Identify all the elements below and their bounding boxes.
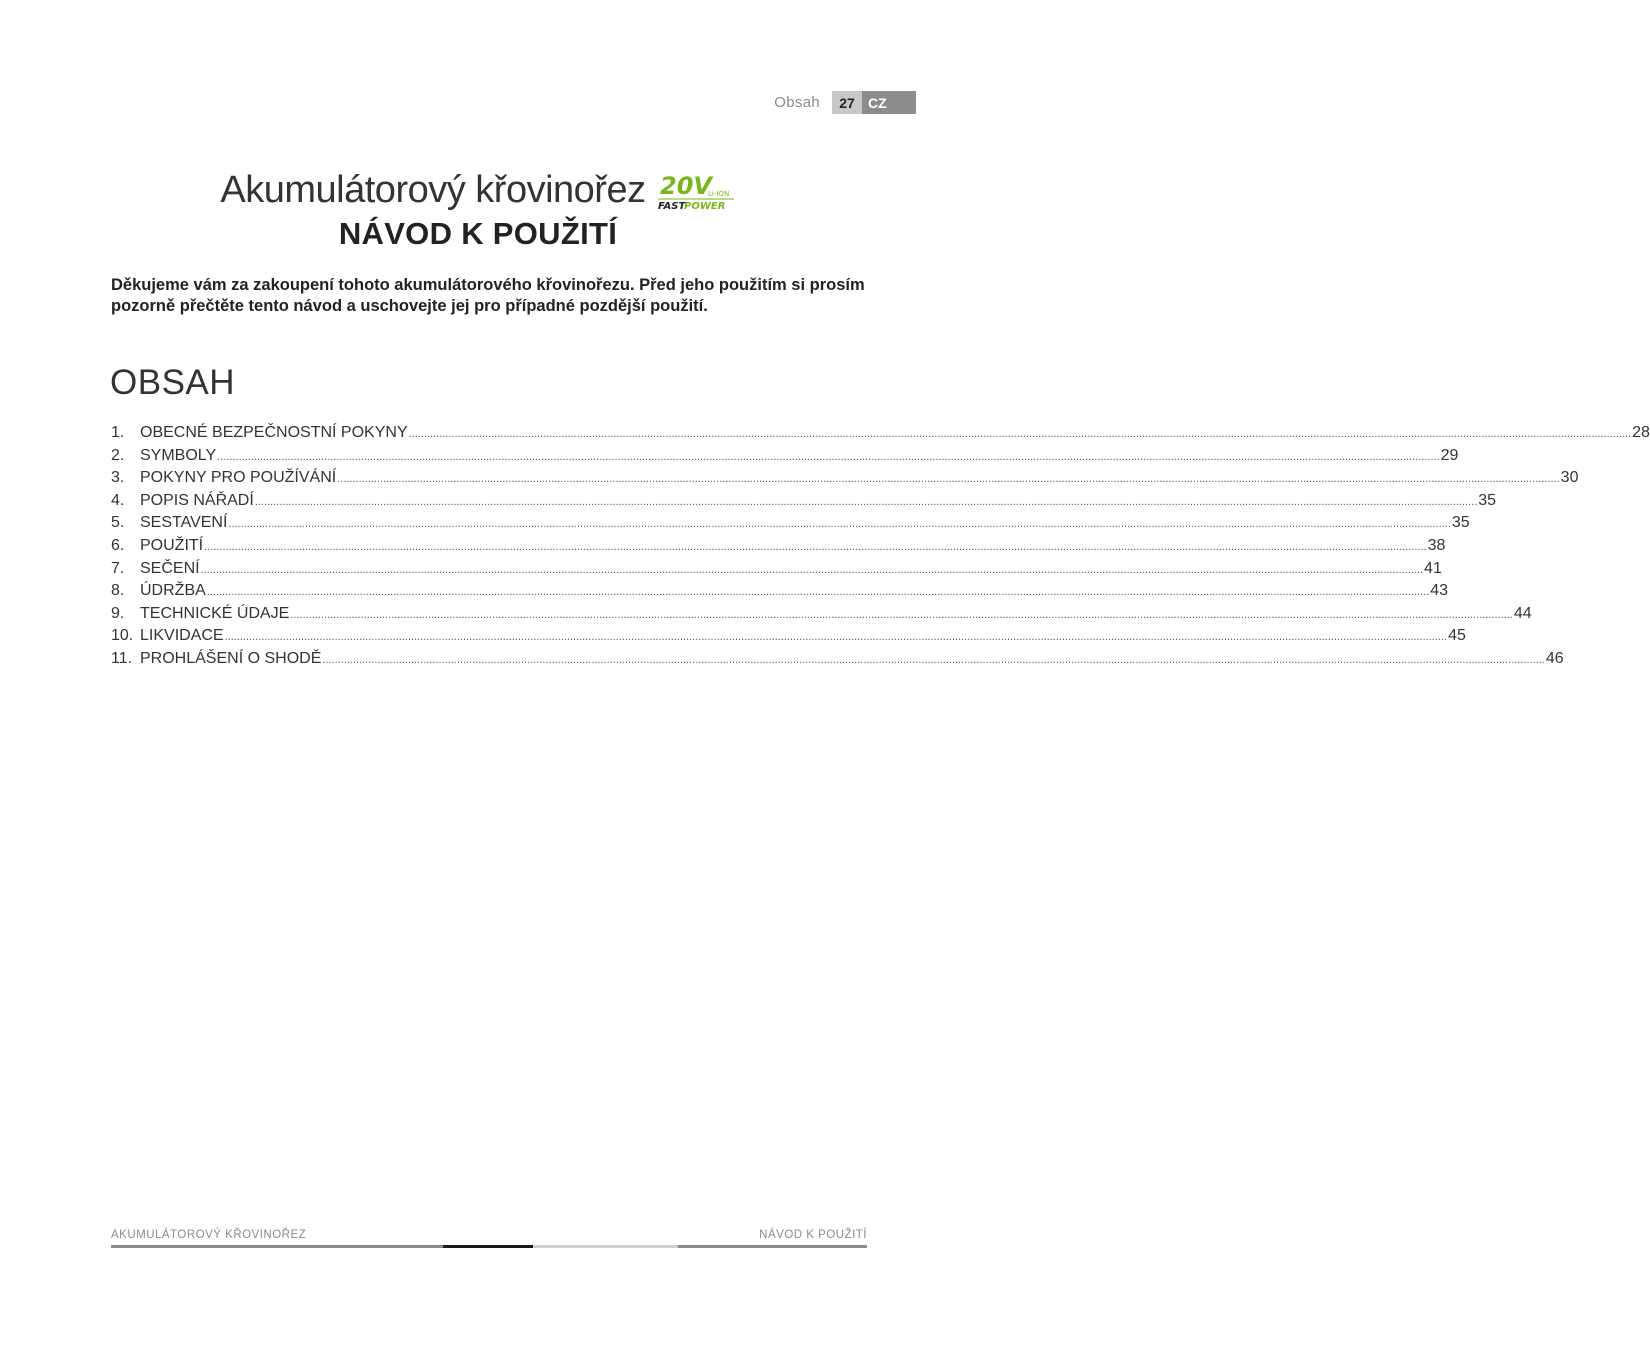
toc-item[interactable] <box>111 514 1470 537</box>
toc-item-number: 2. <box>111 446 125 464</box>
toc-leader-dots: ................................................................................................................................................................................................................................................................................................................................................................................................................ <box>322 653 1545 666</box>
toc-leader-dots: ................................................................................................................................................................................................................................................................................................................................................................................................................ <box>200 563 1424 576</box>
toc-item-title: SEČENÍ <box>140 559 200 577</box>
logo-fast: FAST <box>657 201 685 212</box>
footer-divider-segment <box>678 1245 867 1248</box>
toc-item-title: POUŽITÍ <box>140 536 204 554</box>
toc-item-title: ÚDRŽBA <box>140 582 206 600</box>
title-row <box>0 168 956 212</box>
intro-paragraph: Děkujeme vám za zakoupení tohoto akumulátorového křovinořezu. Před jeho použitím si prosím pozorně přečtěte tento návod a uschovejte jej pro případné pozdější použití. <box>111 276 865 315</box>
toc-item-page: 28 <box>1632 424 1650 441</box>
logo-power: POWER <box>683 201 725 212</box>
toc-item[interactable] <box>111 536 1446 560</box>
footer-divider <box>111 1245 867 1248</box>
toc-item-page: 46 <box>1545 649 1564 667</box>
toc-item-number: 8. <box>111 582 125 600</box>
toc-item[interactable] <box>111 604 1532 628</box>
table-of-contents <box>111 424 1650 673</box>
toc-item-number: 6. <box>111 536 125 554</box>
toc-item-title: TECHNICKÉ ÚDAJE <box>140 604 290 622</box>
footer-product-name: AKUMULÁTOROVÝ KŘOVINOŘEZ <box>111 1229 307 1241</box>
toc-item[interactable] <box>111 559 1442 583</box>
toc-item-number: 7. <box>111 559 125 577</box>
toc-item-page: 35 <box>1478 491 1497 509</box>
manual-subtitle: NÁVOD K POUŽITÍ <box>338 216 618 251</box>
toc-item-page: 44 <box>1513 604 1532 622</box>
toc-leader-dots: ................................................................................................................................................................................................................................................................................................................................................................................................................ <box>228 518 1451 531</box>
section-label: Obsah <box>774 94 820 111</box>
toc-leader-dots: ................................................................................................................................................................................................................................................................................................................................................................................................................ <box>224 631 1448 644</box>
battery-logo-icon <box>658 172 736 212</box>
toc-item-page: 35 <box>1451 514 1470 532</box>
page-title: Akumulátorový křovinořez <box>220 168 646 211</box>
toc-item[interactable] <box>111 491 1497 515</box>
toc-leader-dots: ................................................................................................................................................................................................................................................................................................................................................................................................................ <box>217 450 1440 463</box>
toc-item-title: POKYNY PRO POUŽÍVÁNÍ <box>140 469 337 487</box>
toc-item-page: 45 <box>1448 627 1466 645</box>
toc-item-number: 11. <box>111 649 133 667</box>
toc-item-title: OBECNÉ BEZPEČNOSTNÍ POKYNY <box>140 424 408 441</box>
toc-item-page: 29 <box>1440 446 1459 464</box>
footer-divider-segment <box>443 1245 533 1248</box>
toc-item-number: 10. <box>111 627 134 645</box>
toc-item[interactable] <box>111 446 1459 470</box>
toc-item-title: POPIS NÁŘADÍ <box>140 491 254 509</box>
logo-voltage: 20V <box>659 172 712 200</box>
toc-item-page: 43 <box>1430 582 1449 600</box>
toc-item-number: 1. <box>111 424 125 441</box>
toc-item-number: 3. <box>111 469 125 487</box>
toc-item-page: 38 <box>1427 536 1446 554</box>
toc-item-page: 41 <box>1424 559 1442 577</box>
footer-divider-segment <box>111 1245 443 1248</box>
toc-item-number: 4. <box>111 491 125 509</box>
toc-leader-dots: ................................................................................................................................................................................................................................................................................................................................................................................................................ <box>408 428 1632 440</box>
toc-item[interactable] <box>111 424 1650 447</box>
toc-item-number: 9. <box>111 604 125 622</box>
toc-leader-dots: ................................................................................................................................................................................................................................................................................................................................................................................................................ <box>204 540 1427 553</box>
logo-chemistry: Li-ION <box>707 190 729 198</box>
toc-item-title: LIKVIDACE <box>140 627 224 645</box>
toc-item-number: 5. <box>111 514 125 532</box>
toc-item[interactable] <box>111 582 1449 605</box>
toc-item-title: PROHLÁŠENÍ O SHODĚ <box>140 649 322 667</box>
toc-leader-dots: ................................................................................................................................................................................................................................................................................................................................................................................................................ <box>254 495 1478 508</box>
toc-item-title: SESTAVENÍ <box>140 514 228 532</box>
toc-leader-dots: ................................................................................................................................................................................................................................................................................................................................................................................................................ <box>290 608 1513 621</box>
language-badge: CZ <box>862 91 916 114</box>
footer-manual-label: NÁVOD K POUŽITÍ <box>759 1229 867 1241</box>
20v-fastpower-logo <box>658 172 736 212</box>
page-header <box>774 91 916 114</box>
toc-item[interactable] <box>111 627 1466 650</box>
toc-heading: OBSAH <box>110 363 236 402</box>
toc-item[interactable] <box>111 469 1579 492</box>
toc-item-page: 30 <box>1560 469 1579 487</box>
toc-leader-dots: ................................................................................................................................................................................................................................................................................................................................................................................................................ <box>337 473 1560 486</box>
toc-item-title: SYMBOLY <box>140 446 217 464</box>
toc-leader-dots: ................................................................................................................................................................................................................................................................................................................................................................................................................ <box>206 586 1430 599</box>
page-number-badge: 27 <box>832 91 862 114</box>
toc-item[interactable] <box>111 649 1564 673</box>
